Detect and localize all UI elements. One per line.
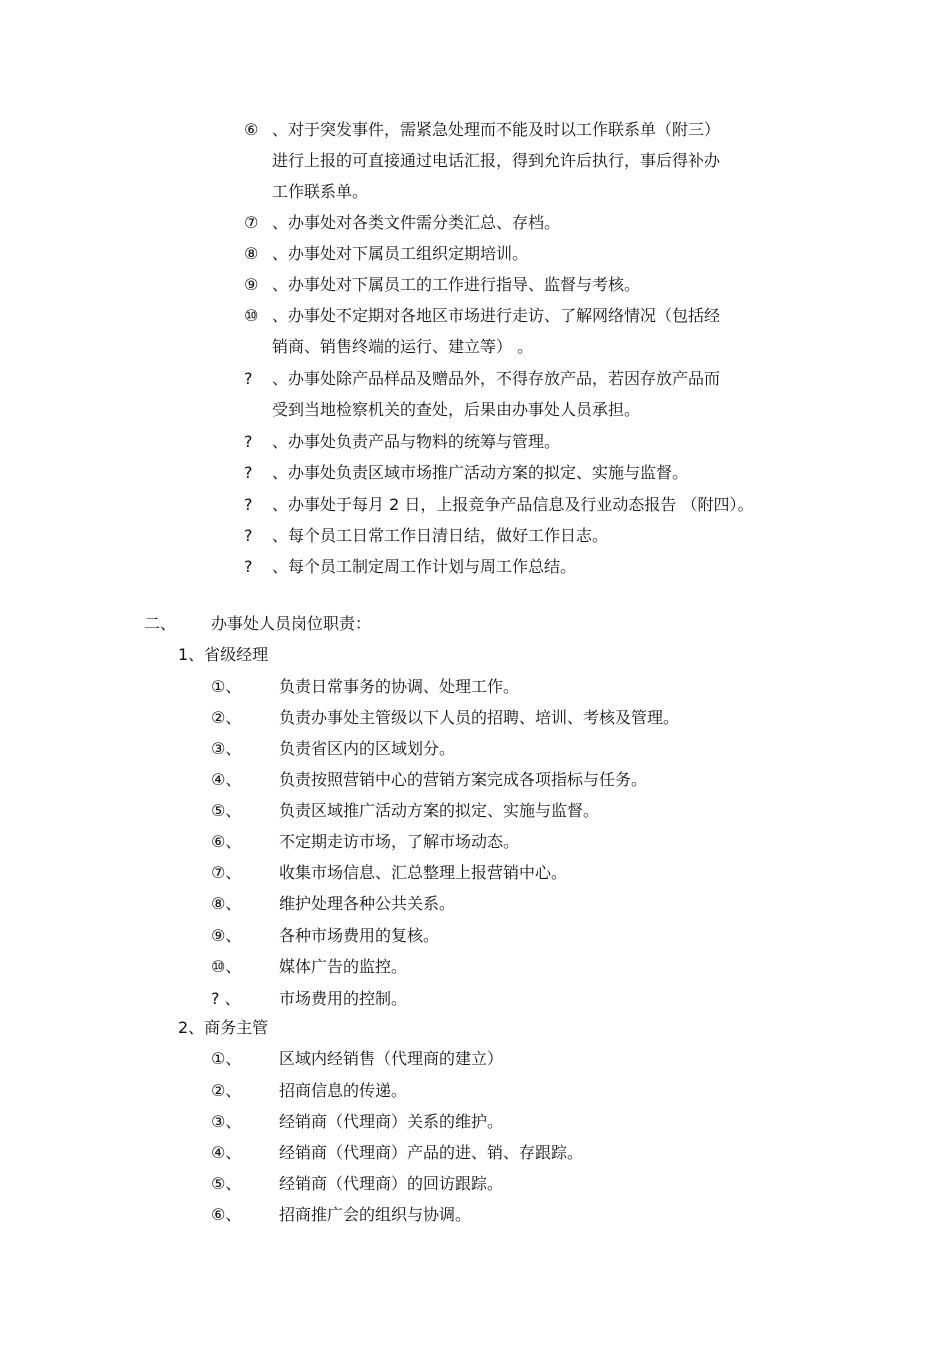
role-title: 1、省级经理 [178, 645, 269, 664]
duty-text: 区域内经销售（代理商的建立） [279, 1049, 504, 1068]
duty-marker: ③、 [211, 739, 242, 758]
duty-text: 维护处理各种公共关系。 [279, 894, 456, 913]
duty-marker: ⑥、 [211, 832, 242, 851]
item-text: 、办事处对各类文件需分类汇总、存档。 [272, 213, 561, 232]
item-text-continued: 进行上报的可直接通过电话汇报，得到允许后执行，事后得补办 [272, 151, 721, 170]
item-text: 、办事处于每月 2 日，上报竞争产品信息及行业动态报告 （附四）。 [272, 495, 754, 514]
section-title: 办事处人员岗位职责： [211, 614, 372, 633]
item-marker: ⑨ [244, 275, 259, 294]
item-text-continued: 销商、销售终端的运行、建立等） 。 [272, 337, 534, 356]
item-text: 、办事处不定期对各地区市场进行走访、了解网络情况（包括经 [272, 306, 721, 325]
duty-marker: ? 、 [211, 989, 241, 1008]
duty-marker: ④、 [211, 1143, 242, 1162]
item-text: 、办事处负责产品与物料的统筹与管理。 [272, 432, 561, 451]
duty-text: 负责省区内的区域划分。 [279, 739, 456, 758]
item-text-continued: 受到当地检察机关的查处，后果由办事处人员承担。 [272, 400, 641, 419]
item-marker: ⑥ [244, 120, 259, 139]
duty-text: 经销商（代理商）关系的维护。 [279, 1112, 504, 1131]
duty-text: 负责区域推广活动方案的拟定、实施与监督。 [279, 801, 600, 820]
duty-marker: ②、 [211, 708, 242, 727]
duty-text: 负责按照营销中心的营销方案完成各项指标与任务。 [279, 770, 648, 789]
role-title: 2、商务主管 [178, 1018, 269, 1037]
duty-marker: ①、 [211, 677, 242, 696]
item-marker: ? [244, 463, 253, 482]
duty-text: 招商推广会的组织与协调。 [279, 1205, 472, 1224]
duty-marker: ⑤、 [211, 801, 242, 820]
item-marker: ⑦ [244, 213, 259, 232]
duty-marker: ④、 [211, 770, 242, 789]
duty-text: 招商信息的传递。 [279, 1081, 408, 1100]
duty-text: 收集市场信息、汇总整理上报营销中心。 [279, 863, 568, 882]
duty-marker: ①、 [211, 1049, 242, 1068]
duty-marker: ⑨、 [211, 926, 242, 945]
item-text: 、每个员工制定周工作计划与周工作总结。 [272, 557, 577, 576]
item-marker: ? [244, 557, 253, 576]
section-number: 二、 [144, 614, 177, 633]
duty-marker: ⑧、 [211, 894, 242, 913]
item-text: 、每个员工日常工作日清日结，做好工作日志。 [272, 526, 609, 545]
duty-marker: ⑩、 [211, 957, 242, 976]
duty-marker: ⑦、 [211, 863, 242, 882]
duty-text: 市场费用的控制。 [279, 989, 408, 1008]
item-text-continued: 工作联系单。 [272, 182, 369, 201]
duty-text: 负责办事处主管级以下人员的招聘、培训、考核及管理。 [279, 708, 680, 727]
item-marker: ? [244, 495, 253, 514]
item-marker: ⑧ [244, 244, 259, 263]
duty-text: 负责日常事务的协调、处理工作。 [279, 677, 520, 696]
duty-marker: ⑤、 [211, 1174, 242, 1193]
item-marker: ? [244, 432, 253, 451]
item-text: 、办事处除产品样品及赠品外，不得存放产品，若因存放产品而 [272, 369, 721, 388]
duty-text: 经销商（代理商）的回访跟踪。 [279, 1174, 504, 1193]
item-text: 、办事处负责区域市场推广活动方案的拟定、实施与监督。 [272, 463, 689, 482]
item-marker: ? [244, 526, 253, 545]
duty-text: 经销商（代理商）产品的进、销、存跟踪。 [279, 1143, 584, 1162]
item-marker: ⑩ [244, 306, 259, 325]
duty-text: 不定期走访市场，了解市场动态。 [279, 832, 520, 851]
item-text: 、办事处对下属员工的工作进行指导、监督与考核。 [272, 275, 641, 294]
duty-marker: ⑥、 [211, 1205, 242, 1224]
duty-marker: ②、 [211, 1081, 242, 1100]
duty-marker: ③、 [211, 1112, 242, 1131]
item-text: 、对于突发事件，需紧急处理而不能及时以工作联系单（附三） [272, 120, 721, 139]
item-marker: ? [244, 369, 253, 388]
item-text: 、办事处对下属员工组织定期培训。 [272, 244, 529, 263]
duty-text: 各种市场费用的复核。 [279, 926, 440, 945]
duty-text: 媒体广告的监控。 [279, 957, 408, 976]
